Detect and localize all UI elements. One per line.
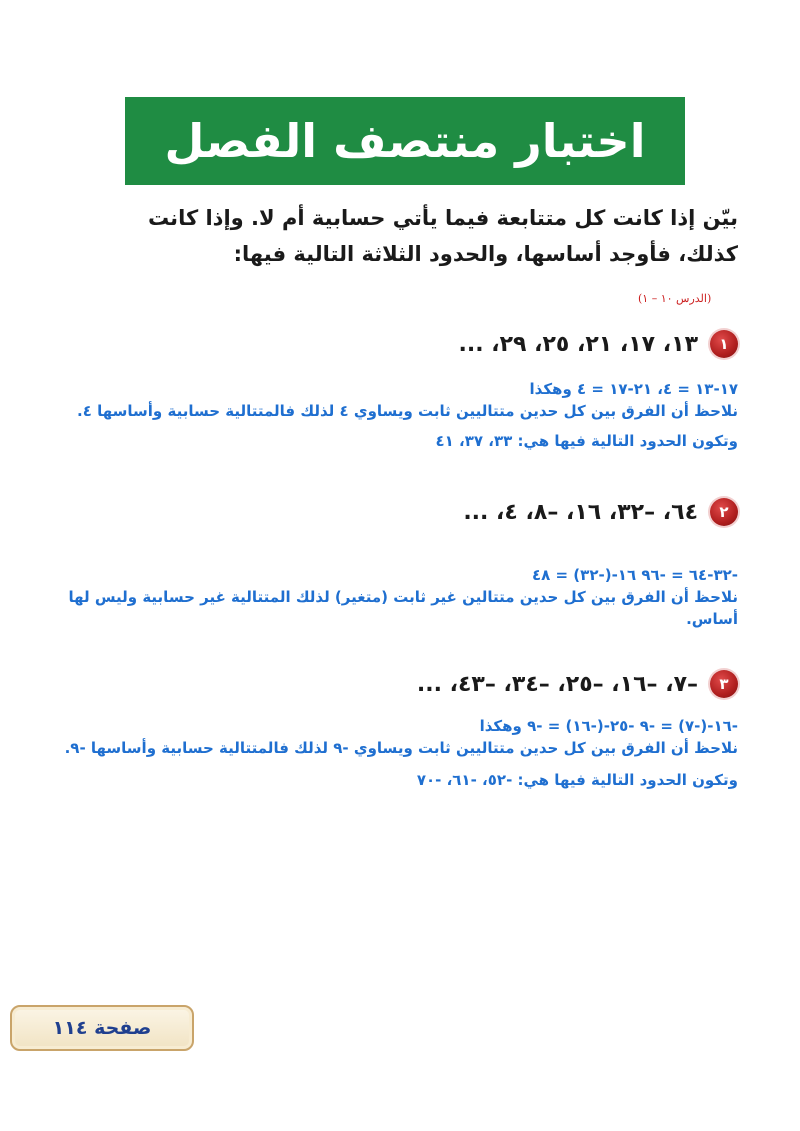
- solution-3: [38, 715, 738, 791]
- solution-line: ١٧-١٣ = ٤، ٢١-١٧ = ٤ وهكذا: [529, 380, 738, 398]
- problem-2: [463, 498, 738, 526]
- solution-line: -١٦-(-٧) = -٩ -٢٥-(-١٦) = -٩ وهكذا: [479, 717, 738, 735]
- solution-line: وتكون الحدود التالية فيها هي: ٣٣، ٣٧، ٤١: [435, 432, 738, 450]
- solution-line: نلاحظ أن الفرق بين كل حدين متتاليين ثابت ويساوي -٩ لذلك فالمتتالية حسابية وأساسها -٩.: [64, 739, 738, 757]
- page-number-label: صفحة ١١٤: [52, 1017, 152, 1039]
- problem-number-badge: ١: [710, 330, 738, 358]
- problem-sequence: –٧، –١٦، –٢٥، –٣٤، –٤٣، ...: [416, 671, 698, 697]
- solution-1: [38, 378, 738, 452]
- solution-line: نلاحظ أن الفرق بين كل حدين متتالين غير ثابت (متغير) لذلك المتتالية غير حسابية وليس لها أساس.: [68, 588, 738, 628]
- instructions: [118, 200, 738, 272]
- problem-1: [458, 330, 738, 358]
- problem-3: [417, 670, 738, 698]
- page-number-box: [10, 1005, 194, 1051]
- solution-line: -٣٢-٦٤ = -٩٦ ١٦-(-٣٢) = ٤٨: [531, 566, 738, 584]
- problem-number-badge: ٣: [710, 670, 738, 698]
- lesson-reference: (الدرس ١٠ – ١): [638, 292, 712, 305]
- problem-number-badge: ٢: [710, 498, 738, 526]
- solution-2: [38, 564, 738, 630]
- instructions-line-2: كذلك، فأوجد أساسها، والحدود الثلاثة التالية فيها:: [233, 242, 738, 266]
- page-title: اختبار منتصف الفصل: [164, 114, 646, 168]
- instructions-line-1: بيّن إذا كانت كل متتابعة فيما يأتي حسابية أم لا. وإذا كانت: [147, 206, 738, 230]
- solution-line: نلاحظ أن الفرق بين كل حدين متتاليين ثابت ويساوي ٤ لذلك فالمتتالية حسابية وأساسها ٤.: [77, 402, 738, 420]
- problem-sequence: ١٣، ١٧، ٢١، ٢٥، ٢٩، ...: [458, 331, 698, 357]
- title-banner: [125, 97, 685, 185]
- problem-sequence: ٦٤، –٣٢، ١٦، –٨، ٤، ...: [463, 499, 698, 525]
- solution-line: وتكون الحدود التالية فيها هي: -٥٢، -٦١، -٧٠: [416, 771, 738, 789]
